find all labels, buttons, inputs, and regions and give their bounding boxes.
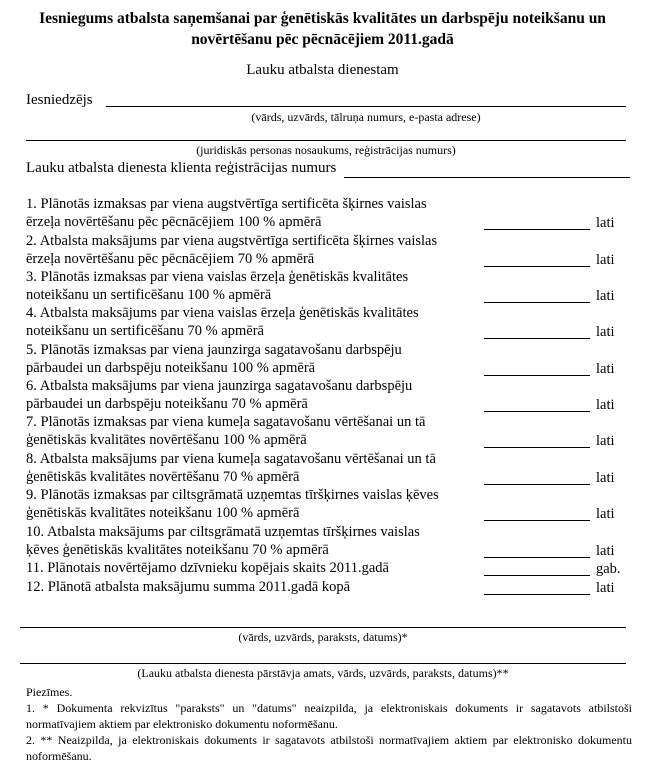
item-12-amount-field[interactable]: [484, 594, 590, 595]
item-4-amount-field[interactable]: [484, 338, 590, 339]
item-9-amount-field[interactable]: [484, 520, 590, 521]
item-7-text: 7. Plānotās izmaksas par viena kumeļa sagatavošanu vērtēšanai un tā: [26, 414, 426, 430]
item-3-amount-field[interactable]: [484, 302, 590, 303]
item-2-text: 2. Atbalsta maksājums par viena augstvērtīga sertificēta šķirnes vaislas: [26, 233, 438, 249]
item-9-text: 9. Plānotās izmaksas par ciltsgrāmatā uzņemtas tīršķirnes vaislas ķēves: [26, 487, 439, 503]
item-7-text-cont: ģenētiskās kvalitātes novērtēšanu 100 % apmērā: [26, 432, 307, 448]
item-12-unit: lati: [596, 580, 615, 596]
item-9-unit: lati: [596, 506, 615, 522]
item-1-text-cont: ērzeļa novērtēšanu pēc pēcnācējiem 100 % apmērā: [26, 214, 322, 230]
note-2: 2. ** Neaizpilda, ja elektroniskais dokuments ir sagatavots atbilstoši normatīvajiem aktiem par elektronisko dokumentu noformēšanu.: [26, 733, 632, 763]
item-7-amount-field[interactable]: [484, 447, 590, 448]
official-hint: (Lauku atbalsta dienesta pārstāvja amats, vārds, uzvārds, paraksts, datums)**: [137, 666, 509, 680]
item-3-text-cont: noteikšanu un sertificēšanu 100 % apmērā: [26, 287, 272, 303]
item-10-text: 10. Atbalsta maksājums par ciltsgrāmatā uzņemtas tīršķirnes vaislas: [26, 524, 420, 540]
client-reg-label: Lauku atbalsta dienesta klienta reģistrācijas numurs: [26, 160, 337, 176]
item-9-text-cont: ģenētiskās kvalitātes noteikšanu 100 % apmērā: [26, 505, 300, 521]
notes-heading: Piezīmes.: [26, 685, 73, 699]
item-12-text: 12. Plānotā atbalsta maksājumu summa 2011.gadā kopā: [26, 579, 351, 595]
item-10-amount-field[interactable]: [484, 557, 590, 558]
item-1-unit: lati: [596, 215, 615, 231]
client-reg-field[interactable]: [344, 177, 630, 178]
item-11-unit: gab.: [596, 561, 621, 577]
legal-entity-hint: (juridiskās personas nosaukums, reģistrācijas numurs): [196, 143, 456, 157]
form-title: Iesniegums atbalsta saņemšanai par ģenētiskās kvalitātes un darbspēju noteikšanu un novērtēšanu pēc pēcnācējiem 2011.gadā: [39, 10, 606, 48]
item-6-text: 6. Atbalsta maksājums par viena jaunzirga sagatavošanu darbspēju: [26, 378, 413, 394]
item-2-unit: lati: [596, 252, 615, 268]
item-3-text: 3. Plānotās izmaksas par viena vaislas ērzeļa ģenētiskās kvalitātes: [26, 269, 409, 285]
item-5-text-cont: pārbaudei un darbspēju noteikšanu 100 % apmērā: [26, 360, 316, 376]
item-4-text-cont: noteikšanu un sertificēšanu 70 % apmērā: [26, 323, 264, 339]
item-5-unit: lati: [596, 361, 615, 377]
item-4-text: 4. Atbalsta maksājums par viena vaislas ērzeļa ģenētiskās kvalitātes: [26, 305, 419, 321]
item-5-amount-field[interactable]: [484, 375, 590, 376]
item-2-amount-field[interactable]: [484, 266, 590, 267]
item-1-text: 1. Plānotās izmaksas par viena augstvērtīga sertificēta šķirnes vaislas: [26, 196, 427, 212]
item-8-text-cont: ģenētiskās kvalitātes novērtēšanu 70 % apmērā: [26, 469, 300, 485]
signature-hint: (vārds, uzvārds, paraksts, datums)*: [238, 630, 408, 644]
submitter-field[interactable]: [106, 106, 626, 107]
item-11-amount-field[interactable]: [484, 575, 590, 576]
item-2-text-cont: ērzeļa novērtēšanu pēc pēcnācējiem 70 % apmērā: [26, 251, 315, 267]
item-6-unit: lati: [596, 397, 615, 413]
recipient-heading: Lauku atbalsta dienestam: [246, 62, 399, 78]
item-7-unit: lati: [596, 433, 615, 449]
item-8-text: 8. Atbalsta maksājums par viena kumeļa sagatavošanu vērtēšanai un tā: [26, 451, 436, 467]
item-6-amount-field[interactable]: [484, 411, 590, 412]
item-10-text-cont: ķēves ģenētiskās kvalitātes noteikšanu 70 % apmērā: [26, 542, 329, 558]
item-3-unit: lati: [596, 288, 615, 304]
item-1-amount-field[interactable]: [484, 229, 590, 230]
item-8-amount-field[interactable]: [484, 484, 590, 485]
notes: [26, 684, 632, 764]
submitter-label: Iesniedzējs: [26, 92, 93, 108]
item-11-text: 11. Plānotais novērtējamo dzīvnieku kopējais skaits 2011.gadā: [26, 560, 389, 576]
item-6-text-cont: pārbaudei un darbspēju noteikšanu 70 % apmērā: [26, 396, 308, 412]
signature-field[interactable]: [20, 627, 626, 628]
submitter-hint: (vārds, uzvārds, tālruņa numurs, e-pasta adrese): [251, 110, 481, 124]
item-10-unit: lati: [596, 543, 615, 559]
item-5-text: 5. Plānotās izmaksas par viena jaunzirga sagatavošanu darbspēju: [26, 342, 402, 358]
item-8-unit: lati: [596, 470, 615, 486]
legal-entity-field[interactable]: [26, 140, 626, 141]
note-1: 1. * Dokumenta rekvizītus "paraksts" un "datums" neaizpilda, ja elektroniskais dokuments ir sagatavots atbilstoši normatīvajiem aktiem par elektronisko dokumentu noformēšanu.: [26, 701, 632, 731]
item-4-unit: lati: [596, 324, 615, 340]
official-field[interactable]: [20, 663, 626, 664]
